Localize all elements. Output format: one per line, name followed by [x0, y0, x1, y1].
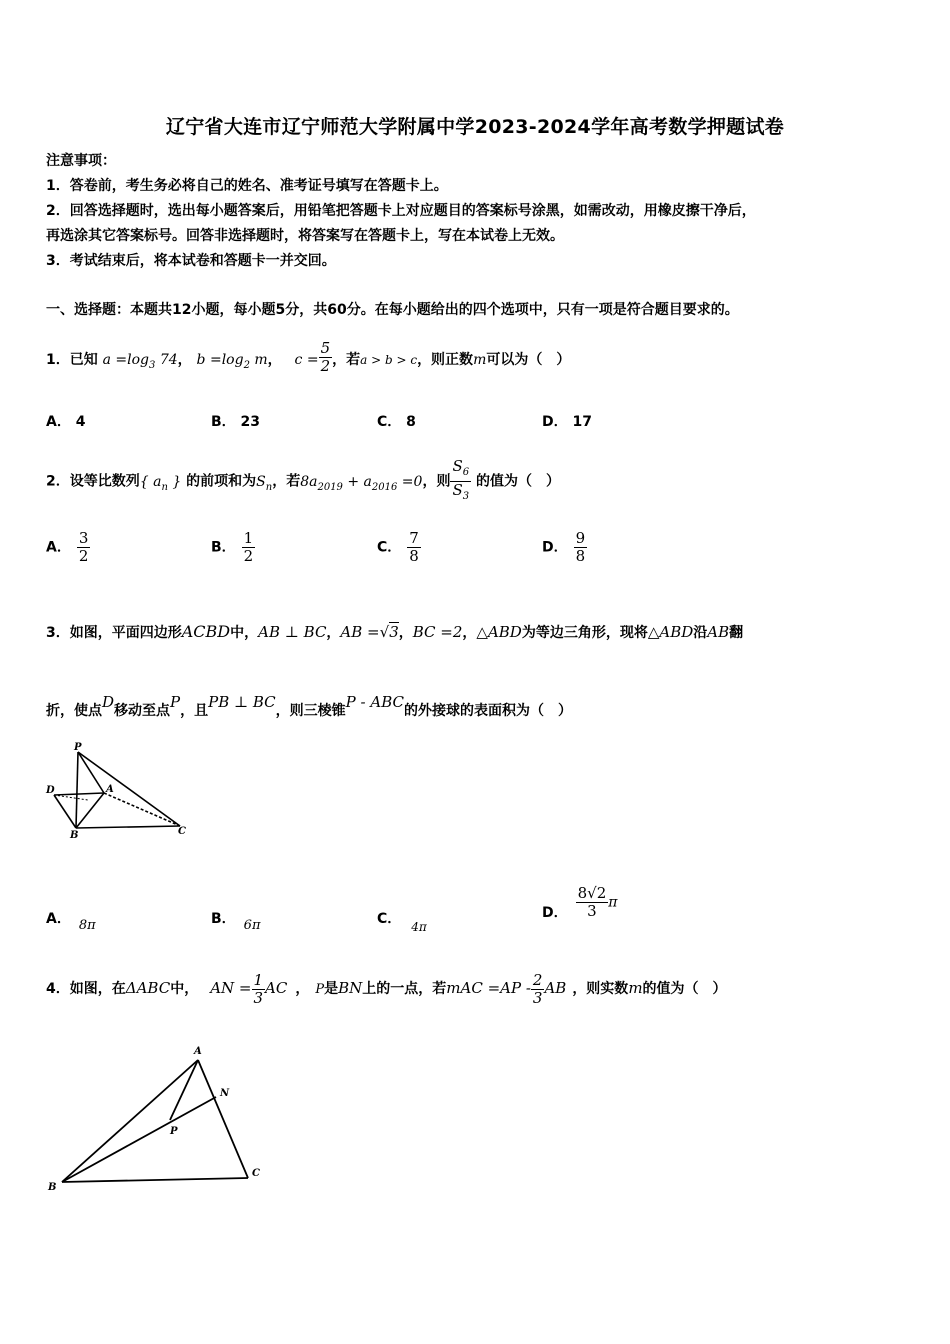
q2-option-c[interactable]: C． $\frac{7}{8}$ — [377, 529, 419, 565]
q2-text: ，若 — [272, 473, 301, 490]
q3-edge-bc — [76, 826, 180, 828]
q3-option-d[interactable]: D． $\frac{8√2}{3}$ π — [542, 884, 618, 921]
notice-item-3: 3．考试结束后，将本试卷和答题卡一并交回。 — [46, 253, 336, 269]
question-2 — [46, 458, 560, 510]
notice-item-1: 1．答卷前，考生务必将自己的姓名、准考证号填写在答题卡上。 — [46, 178, 448, 194]
q4-edge-bc — [62, 1178, 248, 1182]
q3-edge-pc — [78, 752, 180, 826]
section-heading: 一、选择题：本题共12小题，每小题5分，共60分。在每小题给出的四个选项中，只有一项是符合题目要求的。 — [46, 302, 739, 318]
q4-edge-bn — [62, 1097, 216, 1182]
q1-option-c[interactable]: C． 8 — [377, 414, 416, 430]
q3-option-a[interactable]: A． 8π — [46, 911, 96, 933]
notice-item-2-cont: 再选涂其它答案标号。回答非选择题时，将答案写在答题卡上，写在本试卷上无效。 — [46, 228, 564, 244]
q4-edge-ac — [198, 1060, 248, 1178]
q3-label-b: B — [70, 830, 79, 840]
q1-sep: ， — [267, 352, 282, 368]
q1-b-expr: $b =\log_2$ m — [196, 352, 268, 371]
q3-edge-db — [54, 795, 76, 828]
q2-option-d[interactable]: D． $\frac{9}{8}$ — [542, 529, 586, 565]
question-3-line-1: 3．如图，平面四边形ACBD中，AB ⊥ BC，AB =√3，BC =2，△ABD为等边三角形，现将△ABD沿AB翻 — [46, 622, 744, 641]
q1-a-expr: $a =\log_3$ 74 — [102, 352, 178, 371]
q3-edge-pb — [76, 752, 78, 828]
q3-label-p: P — [74, 742, 82, 753]
page-title: 辽宁省大连市辽宁师范大学附属中学2023-2024学年高考数学押题试卷 — [165, 116, 785, 138]
q3-label-c: C — [178, 826, 186, 837]
q4-label-b: B — [48, 1182, 57, 1193]
q1-option-b[interactable]: B． 23 — [211, 414, 261, 430]
q2-tail: 的值为（ ） — [475, 473, 560, 490]
q1-m: m — [473, 352, 487, 368]
question-3-line-2: 折，使点D移动至点P，且PB ⊥ BC，则三棱锥P - ABC的外接球的表面积为（ ） — [46, 693, 572, 719]
q1-option-d[interactable]: D． 17 — [542, 414, 592, 430]
q4-vector-an: AN = $\frac{1}{3}$ AC — [210, 970, 288, 1007]
q3-edge-pa — [78, 752, 104, 793]
q4-label-n: N — [220, 1088, 230, 1099]
q4-label-c: C — [252, 1168, 260, 1179]
q3-option-c[interactable]: C． 4π — [377, 911, 427, 934]
q3-edge-hidden — [54, 795, 88, 800]
q3-edge-ba — [76, 793, 104, 828]
q2-text: 的前项和为 — [186, 473, 257, 490]
q1-option-a[interactable]: A． 4 — [46, 414, 86, 430]
q3-edge-da — [54, 793, 104, 795]
q2-ratio: $\frac{S_6}{S_3}$ — [452, 457, 470, 502]
notice-item-2: 2．回答选择题时，选出每小题答案后，用铅笔把答题卡上对应题目的答案标号涂黑，如需改动，用橡皮擦干净后， — [46, 203, 756, 219]
q1-text: ，若 — [332, 352, 361, 368]
q2-option-a[interactable]: A． $\frac{3}{2}$ — [46, 529, 89, 565]
q2-number: 2．设等比数列 — [46, 473, 140, 490]
q4-vector-eq: mAC =AP - $\frac{2}{3}$ AB — [446, 970, 567, 1007]
q3-option-b[interactable]: B． 6π — [211, 911, 261, 933]
question-1 — [46, 340, 570, 386]
q1-condition: a > b > c — [360, 353, 418, 367]
q4-figure — [40, 1040, 270, 1195]
q2-text: ，则 — [422, 473, 451, 490]
q1-text: ，则正数 — [417, 352, 474, 368]
notice-heading: 注意事项： — [46, 153, 116, 169]
q2-option-b[interactable]: B． $\frac{1}{2}$ — [211, 529, 254, 565]
q1-tail: 可以为（ ） — [486, 352, 571, 368]
q4-edge-ap — [170, 1060, 198, 1120]
q2-sequence: { $a_n$ } — [139, 473, 182, 493]
q1-sep: ， — [177, 352, 192, 368]
q1-number: 1．已知 — [46, 352, 98, 368]
q4-edge-ab — [62, 1060, 198, 1182]
q4-label-p: P — [170, 1126, 178, 1137]
q3-label-d: D — [46, 785, 55, 796]
question-4: 4．如图，在ΔABC中， AN = $\frac{1}{3}$ AC ， P是BN上的一点，若mAC =AP - $\frac{2}{3}$ AB ，则实数m的值为（ ） — [46, 970, 727, 1007]
q3-label-a: A — [106, 784, 114, 795]
q2-sum: $S_n$ — [256, 473, 273, 493]
q1-c-expr: c = $\frac{5}{2}$ — [294, 338, 331, 375]
q3-figure — [40, 740, 200, 840]
q4-label-a: A — [194, 1046, 202, 1057]
q2-equation: $8a_{2019} + a_{2016} =0$ — [300, 473, 423, 493]
